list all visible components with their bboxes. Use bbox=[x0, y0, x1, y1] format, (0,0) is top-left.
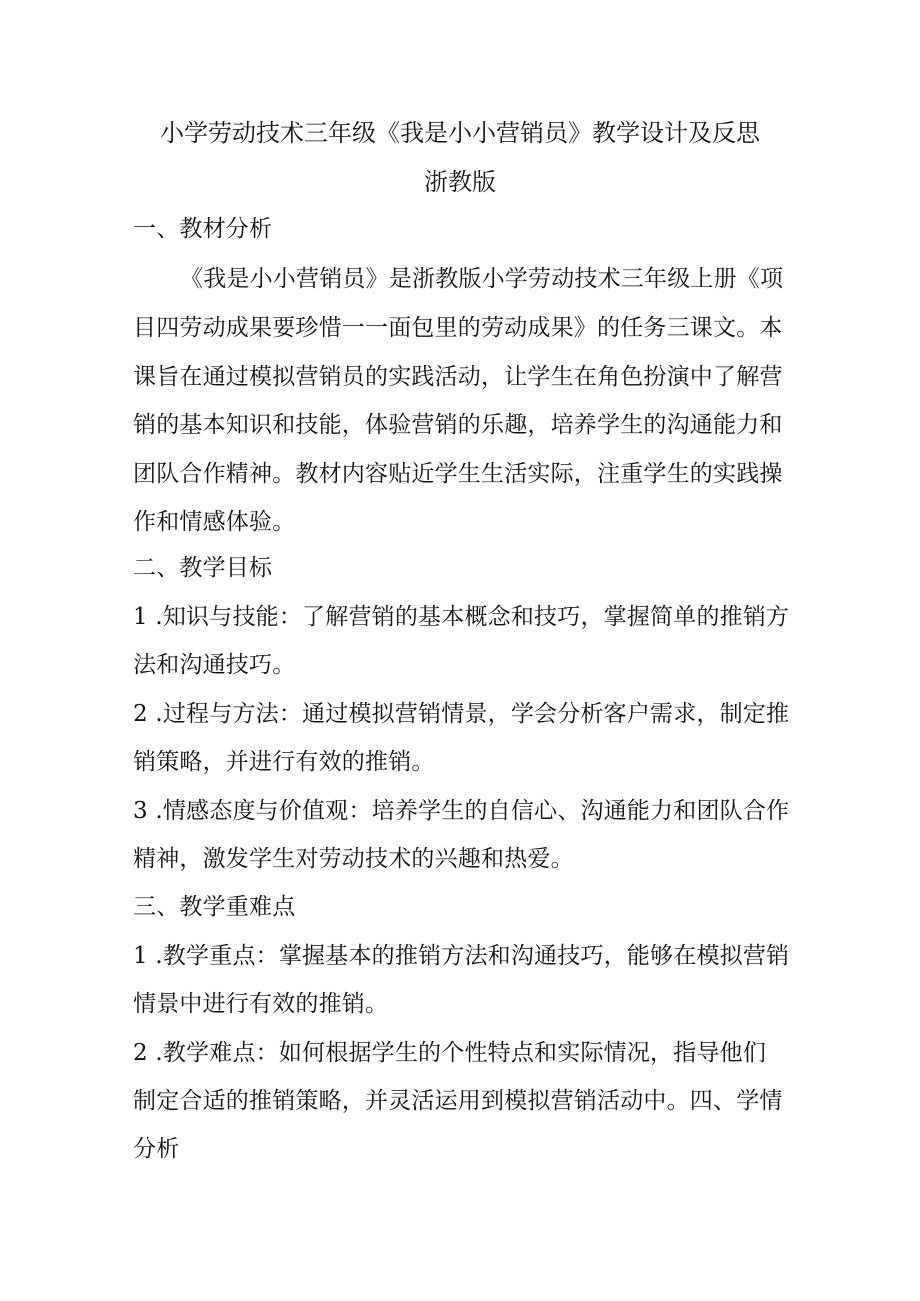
section-heading-textbook-analysis: 一、教材分析 bbox=[133, 216, 273, 242]
list-item-line: 1 .教学重点：掌握基本的推销方法和沟通技巧，能够在模拟营销 bbox=[133, 943, 790, 969]
list-item-line: 1 .知识与技能：了解营销的基本概念和技巧，掌握简单的推销方 bbox=[133, 604, 790, 630]
list-item-line: 2 .过程与方法：通过模拟营销情景，学会分析客户需求，制定推 bbox=[133, 701, 790, 727]
paragraph-line: 作和情感体验。 bbox=[133, 509, 296, 535]
list-item-line: 2 .教学难点：如何根据学生的个性特点和实际情况，指导他们 bbox=[133, 1040, 767, 1066]
paragraph-line: 《我是小小营销员》是浙教版小学劳动技术三年级上册《项 bbox=[180, 266, 784, 292]
paragraph-line: 销的基本知识和技能，体验营销的乐趣，培养学生的沟通能力和 bbox=[133, 412, 783, 438]
paragraph-line: 课旨在通过模拟营销员的实践活动，让学生在角色扮演中了解营 bbox=[133, 364, 783, 390]
list-item-line: 制定合适的推销策略，并灵活运用到模拟营销活动中。四、学情 bbox=[133, 1088, 783, 1114]
section-heading-teaching-goals: 二、教学目标 bbox=[133, 555, 273, 581]
list-item-line: 3 .情感态度与价值观：培养学生的自信心、沟通能力和团队合作 bbox=[133, 798, 790, 824]
list-item-line: 法和沟通技巧。 bbox=[133, 652, 296, 678]
list-item-line: 情景中进行有效的推销。 bbox=[133, 991, 389, 1017]
paragraph-line: 目四劳动成果要珍惜一一面包里的劳动成果》的任务三课文。本 bbox=[133, 315, 783, 341]
paragraph-line: 团队合作精神。教材内容贴近学生生活实际，注重学生的实践操 bbox=[133, 461, 783, 487]
list-item-line: 销策略，并进行有效的推销。 bbox=[133, 749, 435, 775]
document-subtitle: 浙教版 bbox=[424, 168, 496, 196]
section-heading-key-difficulties: 三、教学重难点 bbox=[133, 894, 296, 920]
list-item-line: 精神，激发学生对劳动技术的兴趣和热爱。 bbox=[133, 846, 574, 872]
document-title: 小学劳动技术三年级《我是小小营销员》教学设计及反思 bbox=[160, 119, 760, 147]
list-item-line: 分析 bbox=[133, 1136, 180, 1162]
